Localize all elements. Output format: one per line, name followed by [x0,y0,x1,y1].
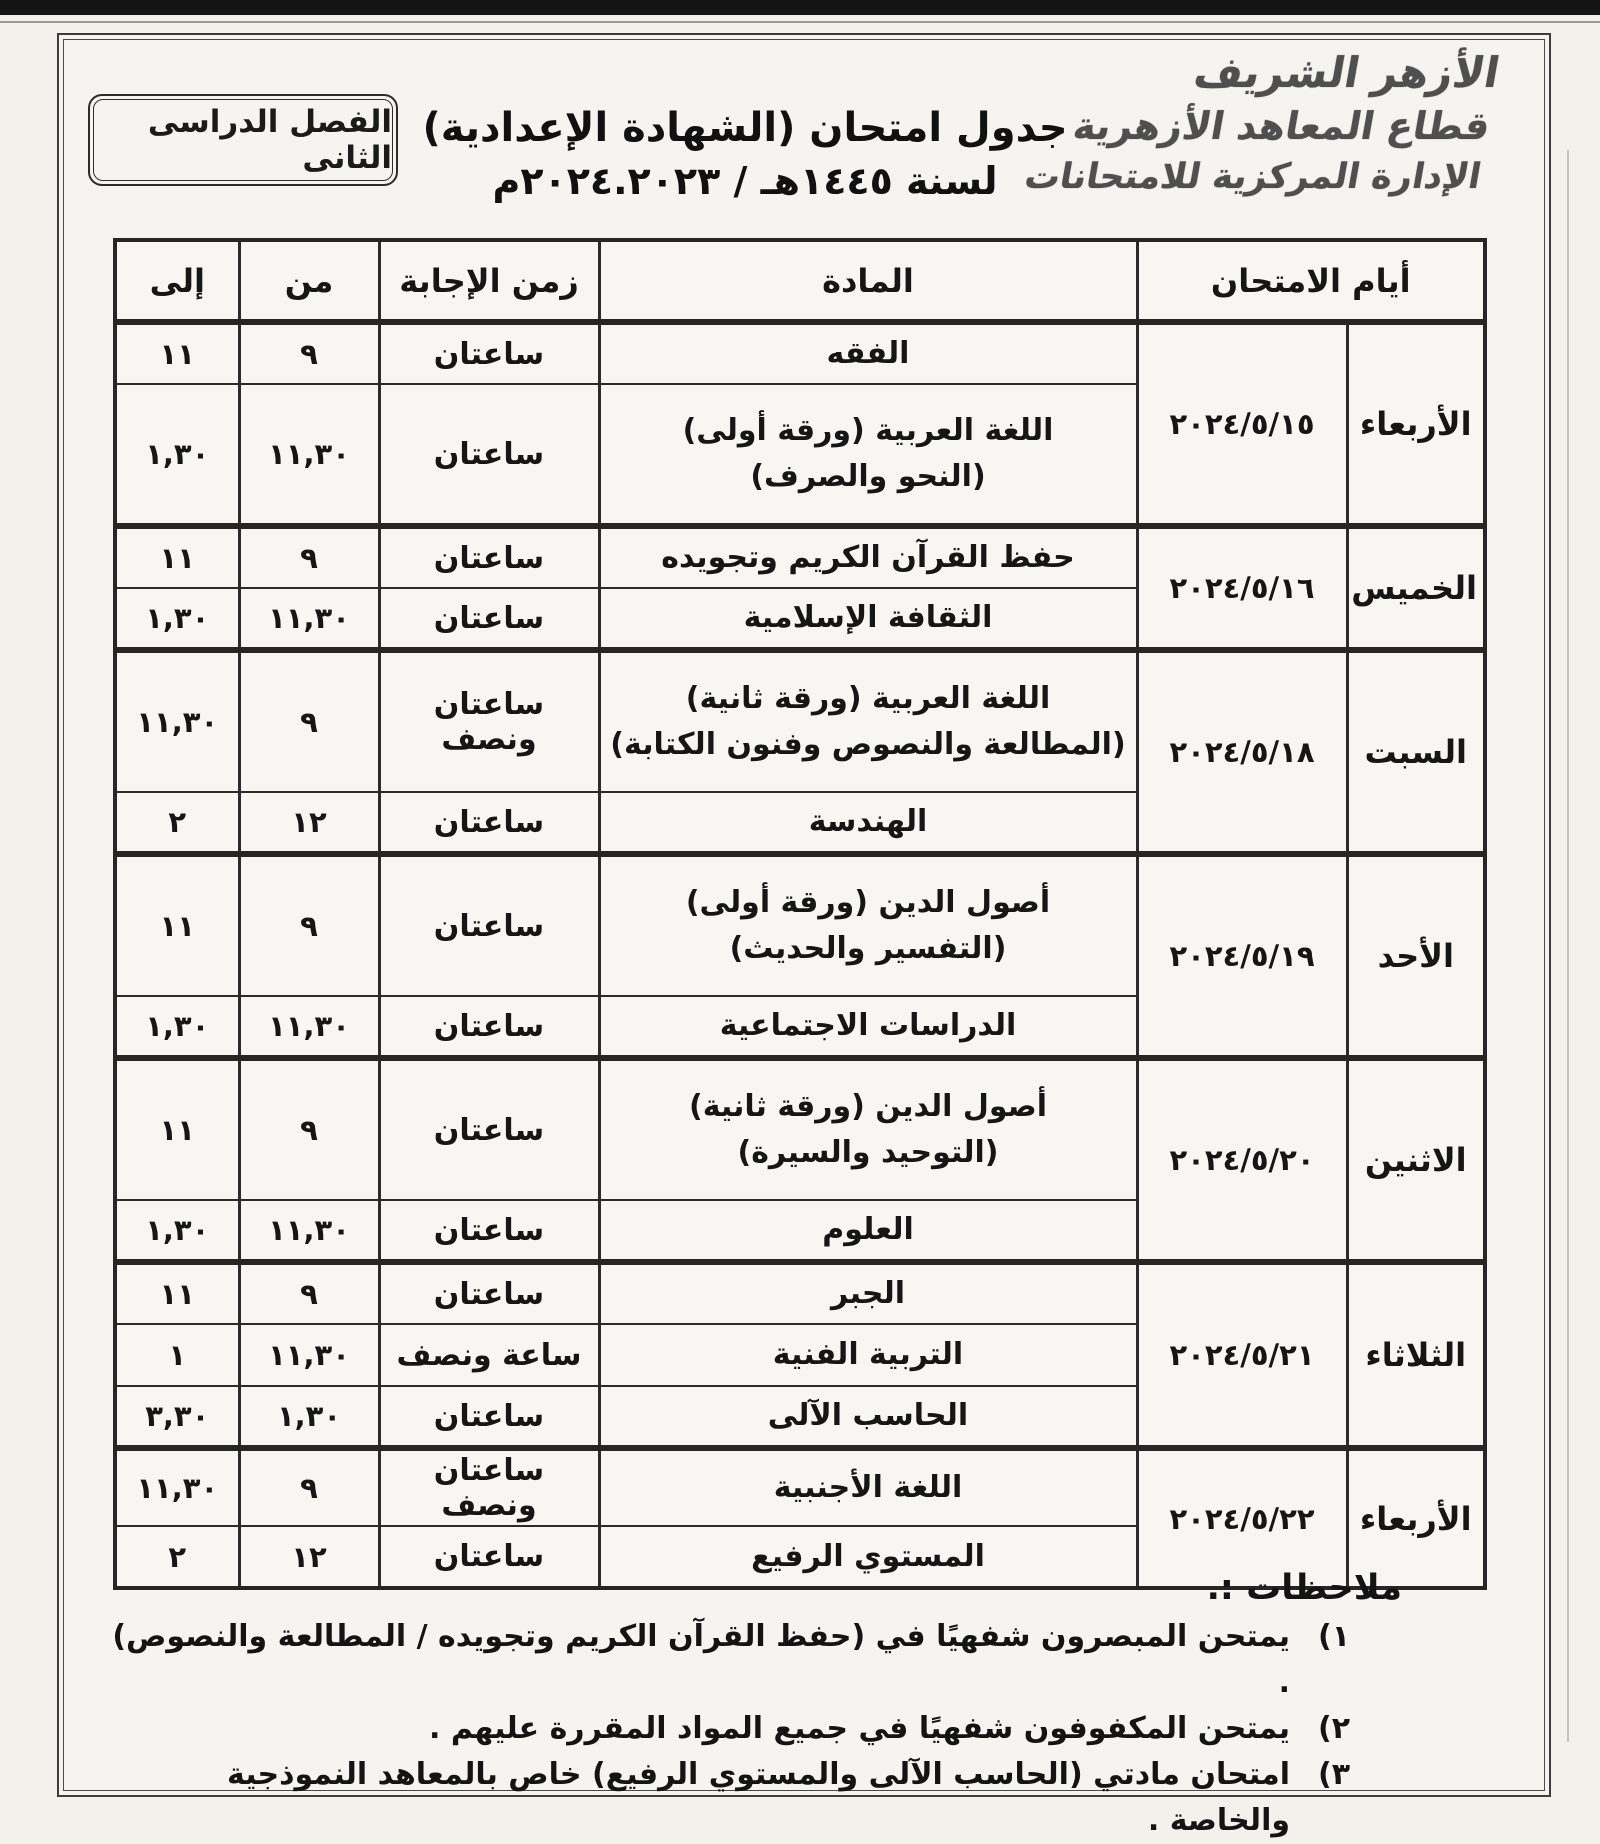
semester-box [88,94,398,186]
subject-cell [599,384,1137,526]
subject-cell [599,1386,1137,1448]
duration-cell: ساعتان [379,1200,599,1262]
note-number: ١) [1317,1619,1350,1654]
subject-cell [599,792,1137,854]
to-time-cell: ١١ [115,526,239,588]
subject-cell [599,1058,1137,1200]
subject-cell [599,526,1137,588]
note-item [110,1614,1402,1706]
date-cell: ٢٠٢٤/٥/٢٢ [1137,1448,1347,1588]
note-text: يمتحن المكفوفون شفهيًا في جميع المواد المقررة عليهم . [429,1711,1290,1746]
to-time-cell: ٢ [115,1526,239,1588]
day-cell: الاثنين [1347,1058,1485,1262]
to-time-cell: ١,٣٠ [115,588,239,650]
letterhead-line1: الأزهر الشريف [1190,48,1504,97]
subject-line: اللغة العربية (ورقة أولى) [682,413,1054,448]
from-time-cell: ١١,٣٠ [239,1200,379,1262]
to-time-cell: ١,٣٠ [115,996,239,1058]
from-time-cell: ١١,٣٠ [239,1324,379,1386]
subject-line: (التوحيد والسيرة) [737,1135,999,1170]
letterhead-line3: الإدارة المركزية للامتحانات [1021,157,1485,197]
subject-line: (النحو والصرف) [750,459,986,494]
schedule-row [115,1058,1485,1200]
subject-line: (المطالعة والنصوص وفنون الكتابة) [610,727,1126,762]
notes-heading: ملاحظات :. [1206,1568,1402,1608]
from-time-cell: ٩ [239,1448,379,1526]
subject-cell [599,854,1137,996]
day-cell: الخميس [1347,526,1485,650]
subject-line: أصول الدين (ورقة أولى) [685,885,1051,920]
duration-cell: ساعتان [379,384,599,526]
subject-line: الفقه [826,336,910,371]
note-item [110,1752,1402,1844]
date-cell: ٢٠٢٤/٥/٢١ [1137,1262,1347,1448]
to-time-cell: ١١,٣٠ [115,650,239,792]
day-cell: الثلاثاء [1347,1262,1485,1448]
subject-cell [599,1262,1137,1324]
exam-schedule-table [113,238,1487,1590]
date-cell: ٢٠٢٤/٥/١٥ [1137,322,1347,526]
subject-line: العلوم [822,1212,914,1247]
page-title-line1: جدول امتحان (الشهادة الإعدادية) [422,105,1068,151]
to-time-cell: ١,٣٠ [115,384,239,526]
subject-line: الهندسة [808,804,928,839]
from-time-cell: ٩ [239,1058,379,1200]
subject-line: الحاسب الآلى [767,1398,969,1433]
letterhead-line2: قطاع المعاهد الأزهرية [1069,104,1494,148]
note-number: ٢) [1317,1711,1350,1746]
to-time-cell: ١١ [115,854,239,996]
to-time-cell: ١١ [115,1262,239,1324]
subject-cell [599,996,1137,1058]
date-cell: ٢٠٢٤/٥/١٦ [1137,526,1347,650]
header-subject: المادة [599,240,1137,322]
day-cell: السبت [1347,650,1485,854]
subject-line: المستوي الرفيع [751,1538,985,1574]
subject-line: أصول الدين (ورقة ثانية) [689,1089,1047,1124]
duration-cell: ساعتان [379,996,599,1058]
subject-cell [599,588,1137,650]
schedule-row [115,854,1485,996]
from-time-cell: ٩ [239,1262,379,1324]
duration-cell: ساعتان ونصف [379,1448,599,1526]
to-time-cell: ٣,٣٠ [115,1386,239,1448]
subject-line: الثقافة الإسلامية [743,600,993,635]
from-time-cell: ٩ [239,526,379,588]
day-cell: الأحد [1347,854,1485,1058]
from-time-cell: ١١,٣٠ [239,996,379,1058]
duration-cell: ساعتان [379,1386,599,1448]
from-time-cell: ١١,٣٠ [239,588,379,650]
note-item [110,1706,1402,1752]
subject-cell [599,322,1137,384]
notes-section [110,1566,1402,1844]
duration-cell: ساعتان [379,588,599,650]
duration-cell: ساعتان [379,1058,599,1200]
subject-line: (التفسير والحديث) [729,931,1007,966]
to-time-cell: ١١ [115,1058,239,1200]
to-time-cell: ١١,٣٠ [115,1448,239,1526]
duration-cell: ساعتان [379,1262,599,1324]
duration-cell: ساعتان [379,792,599,854]
subject-cell [599,650,1137,792]
duration-cell: ساعتان ونصف [379,650,599,792]
from-time-cell: ٩ [239,854,379,996]
day-cell: الأربعاء [1347,1448,1485,1588]
to-time-cell: ١,٣٠ [115,1200,239,1262]
from-time-cell: ١,٣٠ [239,1386,379,1448]
subject-line: التربية الفنية [772,1337,964,1372]
subject-line: اللغة الأجنبية [773,1470,963,1505]
subject-line: اللغة العربية (ورقة ثانية) [685,681,1051,716]
page-title-line2: لسنة ١٤٤٥هـ / ٢٠٢٤.٢٠٢٣م [492,159,998,203]
header-exam-days: أيام الامتحان [1137,240,1485,322]
to-time-cell: ١ [115,1324,239,1386]
header-from: من [239,240,379,322]
date-cell: ٢٠٢٤/٥/٢٠ [1137,1058,1347,1262]
note-text: امتحان مادتي (الحاسب الآلى والمستوي الرفيع) خاص بالمعاهد النموذجية والخاصة . [227,1757,1290,1838]
duration-cell: ساعتان [379,854,599,996]
header-to: إلى [115,240,239,322]
subject-cell [599,1200,1137,1262]
azhar-letterhead [1016,46,1504,202]
scan-edge-line [0,21,1600,23]
day-cell: الأربعاء [1347,322,1485,526]
date-cell: ٢٠٢٤/٥/١٨ [1137,650,1347,854]
scan-edge-right-line [1567,150,1569,1742]
semester-box-label: الفصل الدراسى الثانى [93,99,393,181]
duration-cell: ساعتان [379,1526,599,1588]
subject-line: الدراسات الاجتماعية [719,1008,1017,1043]
subject-cell [599,1448,1137,1526]
to-time-cell: ١١ [115,322,239,384]
schedule-row [115,1448,1485,1526]
from-time-cell: ٩ [239,650,379,792]
from-time-cell: ١٢ [239,1526,379,1588]
scan-edge-bar [0,0,1600,15]
header-duration: زمن الإجابة [379,240,599,322]
to-time-cell: ٢ [115,792,239,854]
duration-cell: ساعة ونصف [379,1324,599,1386]
schedule-row [115,526,1485,588]
schedule-row [115,1262,1485,1324]
schedule-row [115,650,1485,792]
subject-line: حفظ القرآن الكريم وتجويده [661,540,1075,575]
duration-cell: ساعتان [379,526,599,588]
subject-cell [599,1324,1137,1386]
note-text: يمتحن المبصرون شفهيًا في (حفظ القرآن الكريم وتجويده / المطالعة والنصوص) . [112,1619,1290,1700]
duration-cell: ساعتان [379,322,599,384]
subject-line: الجبر [830,1276,906,1311]
page-title [420,102,1070,208]
from-time-cell: ١١,٣٠ [239,384,379,526]
note-number: ٣) [1317,1757,1350,1792]
schedule-row [115,322,1485,384]
table-header-row [115,240,1485,322]
from-time-cell: ٩ [239,322,379,384]
date-cell: ٢٠٢٤/٥/١٩ [1137,854,1347,1058]
from-time-cell: ١٢ [239,792,379,854]
